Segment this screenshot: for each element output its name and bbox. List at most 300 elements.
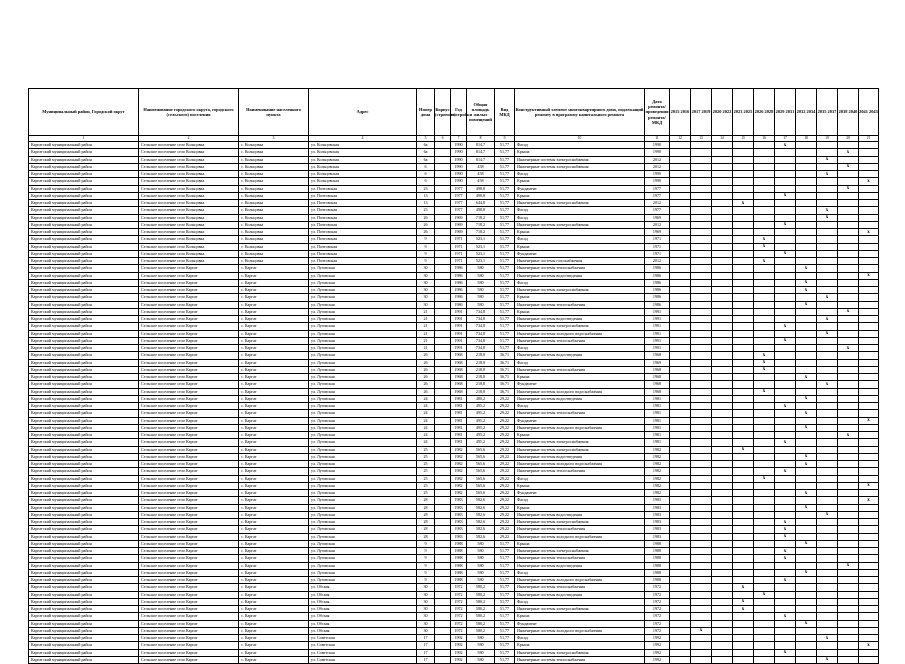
period-mark-cell — [733, 192, 754, 199]
table-cell: Каргатский муниципальный район — [29, 403, 139, 410]
table-cell: ул. Луговская — [309, 490, 417, 497]
table-cell: 9 — [417, 577, 435, 584]
table-cell: 51,77 — [495, 577, 515, 584]
table-cell — [435, 461, 451, 468]
period-mark-cell — [796, 635, 817, 642]
table-cell: Каргатский муниципальный район — [29, 200, 139, 207]
table-row — [29, 468, 879, 475]
period-mark-cell: x — [754, 591, 775, 598]
table-row — [29, 156, 879, 163]
table-cell: ул. Луговская — [309, 410, 417, 417]
table-cell — [435, 279, 451, 286]
period-mark-cell — [859, 352, 879, 359]
period-mark-cell — [670, 461, 691, 468]
period-mark-cell — [733, 490, 754, 497]
period-mark-cell — [754, 229, 775, 236]
table-row — [29, 410, 879, 417]
period-mark-cell: x — [775, 221, 796, 228]
table-cell: 1982 — [645, 475, 670, 482]
period-mark-cell — [691, 417, 712, 424]
period-mark-cell — [712, 308, 733, 315]
table-cell: с. Каргат — [239, 540, 309, 547]
table-cell: 1990 — [645, 178, 670, 185]
period-mark-cell — [691, 468, 712, 475]
table-row — [29, 606, 879, 613]
period-mark-cell — [754, 178, 775, 185]
table-cell: 1977 — [451, 207, 467, 214]
table-cell: Сельское поселение село Каргат — [139, 374, 239, 381]
table-cell: 36,71 — [495, 381, 515, 388]
period-mark-cell — [754, 453, 775, 460]
period-mark-cell — [754, 468, 775, 475]
table-cell — [435, 475, 451, 482]
period-mark-cell — [691, 497, 712, 504]
table-cell: 734,8 — [467, 337, 495, 344]
table-row — [29, 221, 879, 228]
period-mark-cell: x — [775, 533, 796, 540]
period-mark-cell — [796, 192, 817, 199]
period-mark-cell — [712, 533, 733, 540]
table-cell: 582,6 — [467, 504, 495, 511]
period-mark-cell — [712, 207, 733, 214]
table-cell: ул. Луговская — [309, 374, 417, 381]
table-cell: 1986 — [451, 294, 467, 301]
table-cell: ул. Луговская — [309, 316, 417, 323]
table-cell — [435, 236, 451, 243]
table-cell: 21 — [417, 316, 435, 323]
table-cell: 218,8 — [467, 381, 495, 388]
table-cell: 580 — [467, 548, 495, 555]
period-mark-cell: x — [796, 287, 817, 294]
period-mark-cell — [712, 316, 733, 323]
period-mark-cell: x — [817, 635, 838, 642]
table-cell: 1969 — [645, 359, 670, 366]
period-mark-cell — [733, 613, 754, 620]
table-row — [29, 323, 879, 330]
period-mark-cell — [838, 490, 859, 497]
period-mark-cell — [733, 316, 754, 323]
table-row — [29, 453, 879, 460]
period-mark-cell — [796, 598, 817, 605]
period-mark-cell: x — [796, 453, 817, 460]
period-mark-cell — [838, 439, 859, 446]
table-cell: 21 — [417, 323, 435, 330]
table-cell: Инженерные системы теплоснабжения — [515, 584, 645, 591]
table-cell: 734,8 — [467, 330, 495, 337]
period-mark-cell — [712, 468, 733, 475]
period-mark-cell — [712, 359, 733, 366]
period-mark-cell — [670, 149, 691, 156]
table-cell: 580 — [467, 272, 495, 279]
table-cell: Сельское поселение село Каргат — [139, 591, 239, 598]
table-cell: ул. Обская — [309, 613, 417, 620]
table-cell: Сельское поселение село Каргат — [139, 577, 239, 584]
column-header: Муниципальный район, Городской округ — [29, 89, 139, 136]
table-cell: Сельское поселение село Кольцовка — [139, 250, 239, 257]
table-cell: 51,77 — [495, 656, 515, 663]
period-mark-cell — [754, 482, 775, 489]
period-mark-cell — [838, 374, 859, 381]
table-cell: 580 — [467, 656, 495, 663]
period-mark-cell — [691, 142, 712, 149]
table-cell: Сельское поселение село Кольцовка — [139, 200, 239, 207]
table-cell: 2012 — [645, 221, 670, 228]
table-cell: с. Кольцовка — [239, 171, 309, 178]
table-cell: 1991 — [451, 345, 467, 352]
table-cell: Каргатский муниципальный район — [29, 511, 139, 518]
period-mark-cell — [670, 526, 691, 533]
period-mark-cell — [817, 649, 838, 656]
table-cell: 580 — [467, 287, 495, 294]
table-cell: 29,22 — [495, 410, 515, 417]
table-cell: 1982 — [645, 468, 670, 475]
table-cell: 51,77 — [495, 540, 515, 547]
period-mark-cell — [670, 635, 691, 642]
table-cell: 51,77 — [495, 591, 515, 598]
period-mark-cell: x — [733, 606, 754, 613]
table-cell: 498,8 — [467, 185, 495, 192]
table-row — [29, 432, 879, 439]
period-mark-cell — [712, 410, 733, 417]
period-mark-cell — [796, 591, 817, 598]
table-cell: ул. Кольцовская — [309, 149, 417, 156]
period-mark-cell — [670, 192, 691, 199]
period-mark-cell — [838, 236, 859, 243]
table-cell: Сельское поселение село Каргат — [139, 598, 239, 605]
column-header: 2029 2031 — [775, 89, 796, 136]
table-cell: 29,22 — [495, 468, 515, 475]
period-mark-cell — [712, 519, 733, 526]
table-cell: ул. Луговская — [309, 337, 417, 344]
table-row — [29, 142, 879, 149]
table-cell: с. Кольцовка — [239, 214, 309, 221]
table-cell: Сельское поселение село Каргат — [139, 511, 239, 518]
table-cell: 1990 — [645, 171, 670, 178]
table-cell: ул. Советская — [309, 649, 417, 656]
period-mark-cell — [775, 606, 796, 613]
table-cell: Каргатский муниципальный район — [29, 287, 139, 294]
period-mark-cell — [817, 446, 838, 453]
table-cell: 1990 — [451, 156, 467, 163]
table-cell: Каргатский муниципальный район — [29, 475, 139, 482]
period-mark-cell — [838, 526, 859, 533]
period-mark-cell — [754, 620, 775, 627]
table-row — [29, 279, 879, 286]
table-cell: 1988 — [451, 569, 467, 576]
table-cell: 582,6 — [467, 526, 495, 533]
table-cell: 1969 — [645, 229, 670, 236]
period-mark-cell — [712, 366, 733, 373]
period-mark-cell — [775, 584, 796, 591]
table-cell: 51,77 — [495, 642, 515, 649]
table-cell: 1982 — [645, 446, 670, 453]
table-cell — [435, 606, 451, 613]
period-mark-cell — [775, 388, 796, 395]
table-cell: 29,22 — [495, 439, 515, 446]
table-row — [29, 250, 879, 257]
period-mark-cell — [838, 294, 859, 301]
table-cell: 29,22 — [495, 453, 515, 460]
table-cell: 1988 — [451, 555, 467, 562]
table-cell: 1981 — [645, 432, 670, 439]
period-mark-cell — [733, 403, 754, 410]
table-cell: 1986 — [645, 287, 670, 294]
table-cell — [435, 366, 451, 373]
period-mark-cell — [775, 200, 796, 207]
period-mark-cell — [817, 620, 838, 627]
table-cell: Сельское поселение село Каргат — [139, 627, 239, 634]
table-cell: 1982 — [645, 490, 670, 497]
table-cell: с. Каргат — [239, 432, 309, 439]
period-mark-cell — [754, 584, 775, 591]
period-mark-cell — [670, 316, 691, 323]
table-cell: 51,77 — [495, 258, 515, 265]
table-cell: 580,2 — [467, 620, 495, 627]
table-cell: Крыша — [515, 642, 645, 649]
period-mark-cell — [775, 482, 796, 489]
table-row — [29, 569, 879, 576]
period-mark-cell — [796, 656, 817, 663]
table-cell: Сельское поселение село Кольцовка — [139, 221, 239, 228]
table-cell: 30 — [417, 613, 435, 620]
period-mark-cell — [733, 171, 754, 178]
table-cell: Сельское поселение село Каргат — [139, 562, 239, 569]
period-mark-cell: x — [775, 613, 796, 620]
period-mark-cell — [691, 403, 712, 410]
table-cell: 1988 — [451, 562, 467, 569]
table-cell: Сельское поселение село Каргат — [139, 301, 239, 308]
table-cell: 582,6 — [467, 519, 495, 526]
table-cell: 580,2 — [467, 613, 495, 620]
period-mark-cell — [817, 345, 838, 352]
table-row — [29, 540, 879, 547]
table-cell: ул. Почтовская — [309, 229, 417, 236]
period-mark-cell — [754, 163, 775, 170]
table-cell: Сельское поселение село Кольцовка — [139, 243, 239, 250]
table-cell: 1990 — [645, 149, 670, 156]
period-mark-cell — [712, 606, 733, 613]
period-mark-cell — [754, 439, 775, 446]
period-mark-cell — [670, 468, 691, 475]
period-mark-cell — [754, 294, 775, 301]
period-mark-cell: x — [796, 620, 817, 627]
period-mark-cell — [859, 381, 879, 388]
table-cell — [435, 424, 451, 431]
table-cell: ул. Луговская — [309, 562, 417, 569]
table-row — [29, 163, 879, 170]
table-cell: 498,8 — [467, 192, 495, 199]
table-cell: Каргатский муниципальный район — [29, 149, 139, 156]
column-number: 18 — [796, 136, 817, 142]
table-row — [29, 598, 879, 605]
period-mark-cell — [691, 200, 712, 207]
period-mark-cell — [712, 656, 733, 663]
table-row — [29, 236, 879, 243]
table-cell: 1972 — [645, 598, 670, 605]
period-mark-cell — [733, 330, 754, 337]
period-mark-cell: x — [775, 649, 796, 656]
table-cell: Каргатский муниципальный район — [29, 555, 139, 562]
table-cell: Сельское поселение село Кольцовка — [139, 185, 239, 192]
period-mark-cell — [817, 142, 838, 149]
period-mark-cell — [712, 279, 733, 286]
table-cell: 580 — [467, 635, 495, 642]
period-mark-cell — [754, 265, 775, 272]
table-cell: 29,22 — [495, 475, 515, 482]
table-cell: 29,22 — [495, 504, 515, 511]
table-cell — [435, 337, 451, 344]
table-cell: ул. Почтовская — [309, 258, 417, 265]
period-mark-cell — [733, 461, 754, 468]
table-cell: Каргатский муниципальный район — [29, 279, 139, 286]
table-cell: 480,2 — [467, 395, 495, 402]
table-cell: Сельское поселение село Каргат — [139, 403, 239, 410]
period-mark-cell — [733, 511, 754, 518]
period-mark-cell — [712, 642, 733, 649]
table-cell: с. Кольцовка — [239, 207, 309, 214]
table-cell: с. Каргат — [239, 323, 309, 330]
period-mark-cell — [796, 178, 817, 185]
table-row — [29, 352, 879, 359]
table-cell: Инженерные системы электроснабжения — [515, 519, 645, 526]
period-mark-cell — [691, 301, 712, 308]
table-cell: ул. Луговская — [309, 533, 417, 540]
period-mark-cell — [838, 511, 859, 518]
table-cell: 51,77 — [495, 236, 515, 243]
column-header: Общая площадь жилых помещений — [467, 89, 495, 136]
table-cell: с. Каргат — [239, 345, 309, 352]
table-cell: Сельское поселение село Каргат — [139, 548, 239, 555]
period-mark-cell — [670, 236, 691, 243]
table-cell — [435, 388, 451, 395]
table-cell: 1968 — [451, 374, 467, 381]
table-cell: ул. Обская — [309, 620, 417, 627]
table-cell: 734,8 — [467, 316, 495, 323]
table-cell: Каргатский муниципальный район — [29, 323, 139, 330]
period-mark-cell — [775, 229, 796, 236]
table-cell: 565,6 — [467, 461, 495, 468]
table-cell: 51,77 — [495, 192, 515, 199]
table-cell: 1972 — [451, 606, 467, 613]
table-cell — [435, 598, 451, 605]
period-mark-cell — [754, 156, 775, 163]
table-cell: Сельское поселение село Кольцовка — [139, 192, 239, 199]
period-mark-cell — [817, 163, 838, 170]
period-mark-cell: x — [859, 178, 879, 185]
period-mark-cell — [838, 424, 859, 431]
period-mark-cell — [796, 250, 817, 257]
table-cell: 51,77 — [495, 149, 515, 156]
table-cell: 51,77 — [495, 649, 515, 656]
period-mark-cell — [754, 301, 775, 308]
period-mark-cell — [733, 265, 754, 272]
period-mark-cell — [859, 287, 879, 294]
period-mark-cell — [670, 243, 691, 250]
period-mark-cell — [859, 221, 879, 228]
table-cell: ул. Луговская — [309, 569, 417, 576]
period-mark-cell — [859, 635, 879, 642]
period-mark-cell — [754, 221, 775, 228]
period-mark-cell — [691, 207, 712, 214]
table-cell: 458 — [467, 178, 495, 185]
period-mark-cell — [859, 519, 879, 526]
period-mark-cell — [796, 366, 817, 373]
period-mark-cell — [838, 287, 859, 294]
table-cell: 1971 — [451, 258, 467, 265]
table-cell: Каргатский муниципальный район — [29, 381, 139, 388]
table-cell: ул. Луговская — [309, 497, 417, 504]
period-mark-cell — [691, 374, 712, 381]
period-mark-cell — [670, 511, 691, 518]
table-row — [29, 207, 879, 214]
table-cell: Инженерные системы холодного водоснабжения — [515, 330, 645, 337]
table-cell: Инженерные системы холодного водоснабжения — [515, 461, 645, 468]
period-mark-cell — [775, 236, 796, 243]
period-mark-cell — [670, 221, 691, 228]
period-mark-cell — [859, 511, 879, 518]
table-cell: 26 — [417, 388, 435, 395]
table-cell: ул. Луговская — [309, 475, 417, 482]
period-mark-cell — [691, 461, 712, 468]
period-mark-cell — [817, 272, 838, 279]
table-cell: с. Каргат — [239, 562, 309, 569]
column-number: 10 — [515, 136, 645, 142]
table-cell: Инженерные системы теплоснабжения — [515, 301, 645, 308]
period-mark-cell — [733, 577, 754, 584]
period-mark-cell — [670, 562, 691, 569]
table-row — [29, 265, 879, 272]
period-mark-cell — [859, 627, 879, 634]
table-cell: 1992 — [645, 635, 670, 642]
period-mark-cell — [691, 214, 712, 221]
period-mark-cell — [859, 540, 879, 547]
period-mark-cell — [775, 207, 796, 214]
period-mark-cell — [691, 265, 712, 272]
table-row — [29, 526, 879, 533]
table-cell — [435, 584, 451, 591]
period-mark-cell — [817, 584, 838, 591]
period-mark-cell — [817, 468, 838, 475]
table-cell: Каргатский муниципальный район — [29, 548, 139, 555]
table-cell: Сельское поселение село Каргат — [139, 656, 239, 663]
period-mark-cell — [712, 337, 733, 344]
period-mark-cell — [691, 395, 712, 402]
table-cell: 36,71 — [495, 374, 515, 381]
table-cell: 21 — [417, 308, 435, 315]
table-cell: 495,2 — [467, 424, 495, 431]
period-mark-cell — [670, 540, 691, 547]
period-mark-cell — [670, 178, 691, 185]
column-number: 19 — [817, 136, 838, 142]
period-mark-cell — [859, 192, 879, 199]
table-cell: 36,71 — [495, 359, 515, 366]
table-cell: Инженерные системы водоотведения — [515, 272, 645, 279]
period-mark-cell — [859, 577, 879, 584]
table-cell: Каргатский муниципальный район — [29, 330, 139, 337]
table-cell: с. Каргат — [239, 656, 309, 663]
table-cell: Сельское поселение село Каргат — [139, 468, 239, 475]
table-cell — [435, 526, 451, 533]
table-cell: 1982 — [451, 475, 467, 482]
period-mark-cell — [691, 308, 712, 315]
table-cell: Сельское поселение село Кольцовка — [139, 229, 239, 236]
table-cell — [435, 185, 451, 192]
table-cell: 718,2 — [467, 214, 495, 221]
table-cell — [435, 265, 451, 272]
period-mark-cell — [775, 642, 796, 649]
table-cell: с. Каргат — [239, 294, 309, 301]
period-mark-cell — [670, 620, 691, 627]
